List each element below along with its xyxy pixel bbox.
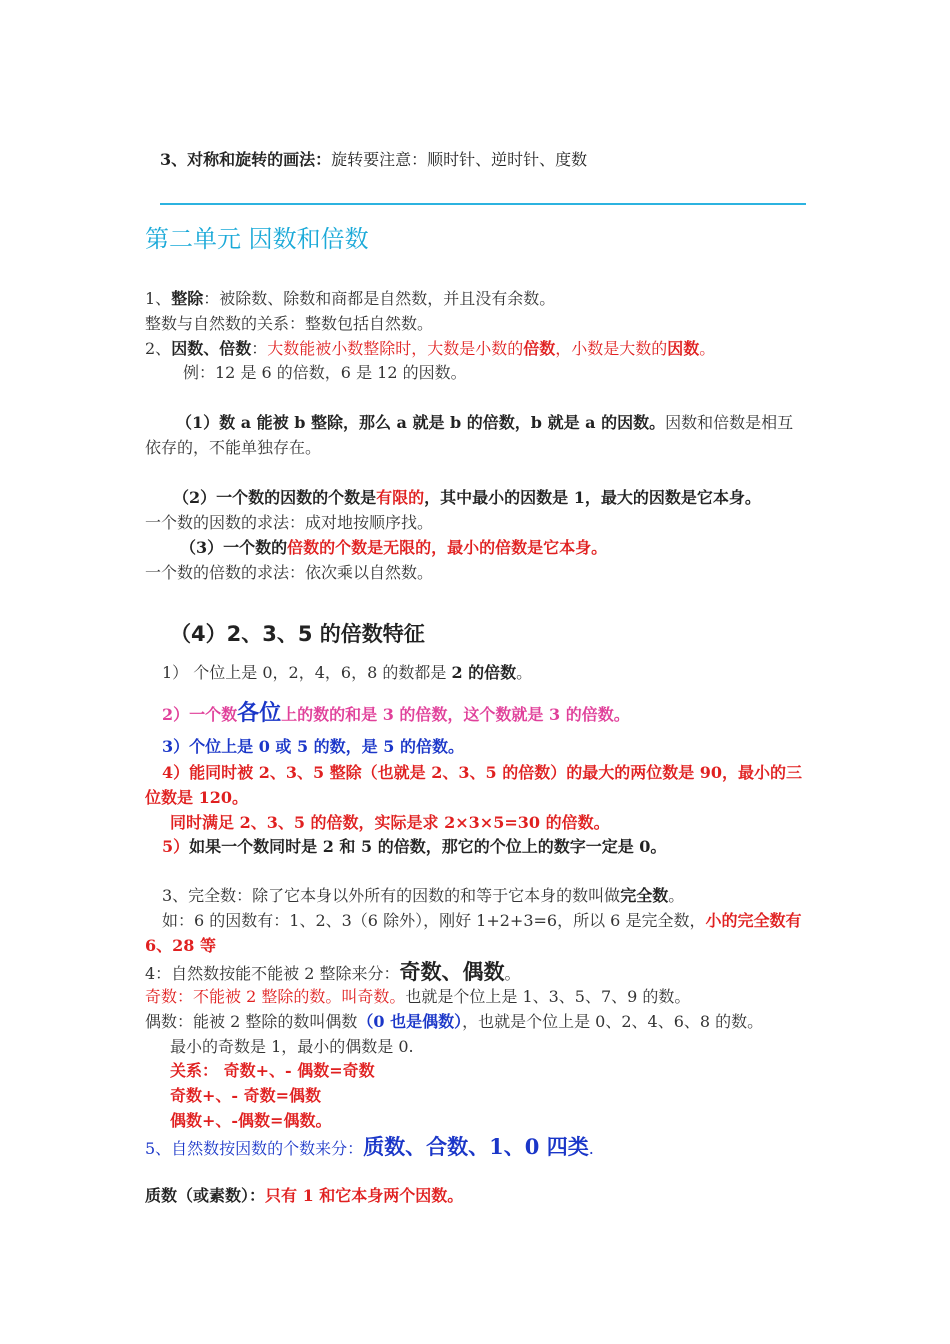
relation-3: 偶数+、-偶数=偶数。 [170,1111,332,1130]
even-definition-b: ，也就是个位上是 0、2、4、6、8 的数。 [462,1012,764,1031]
point-2-line-2: 一个数的因数的求法：成对地按顺序找。 [145,513,434,532]
feature-3: 3）个位上是 0 或 5 的数，是 5 的倍数。 [162,737,464,756]
line-symmetry-rotation [160,149,587,171]
even-definition [145,1011,763,1033]
feature-2-b: 上的数的和是 3 的倍数，这个数就是 3 的倍数。 [281,705,630,724]
prime-term: 质数（或素数）： [145,1186,266,1205]
feature-5 [162,836,666,858]
definition-end: 。 [699,339,716,358]
point-1-line-1 [176,412,793,434]
point-2-bold-1: （2）一个数的因数的个数是 [173,488,377,507]
odd-even-text: 4：自然数按能不能被 2 整除来分： [145,964,400,983]
perfect-number-text: 3、完全数：除了它本身以外所有的因数的和等于它本身的数叫做 [162,886,621,905]
feature-1 [162,662,532,684]
perfect-number-term: 完全数 [620,886,669,905]
section-divider [160,203,806,205]
prime-definition [145,1185,463,1207]
point-1-line-2: 依存的，不能单独存在。 [145,438,322,457]
point-4-title: （4）2、3、5 的倍数特征 [170,622,425,646]
feature-4-line-2: 位数是 120。 [145,788,248,807]
perfect-number-example [162,910,801,932]
feature-2 [162,700,630,728]
classification-big: 质数、合数、1、0 四类 [363,1134,589,1159]
relation-1: 关系： 奇数+、- 偶数=奇数 [170,1061,375,1080]
factor-example: 例：12 是 6 的倍数，6 是 12 的因数。 [183,363,467,382]
odd-even-end: 。 [504,964,521,983]
definition-red-2: ，小数是大数的 [555,339,668,358]
perfect-number-example-red: 小的完全数有 [705,911,802,930]
item-number: 1、 [145,289,172,308]
feature-1-end: 。 [516,663,533,682]
factor-multiple-definition [145,338,715,360]
feature-4-line-1: 4）能同时被 2、3、5 整除（也就是 2、3、5 的倍数）的最大的两位数是 90，最小的三 [162,763,803,782]
even-definition-zero: （0 也是偶数） [357,1012,463,1031]
point-2-line-1 [173,487,761,509]
divisibility-definition [145,288,555,310]
perfect-number-end: 。 [668,886,685,905]
feature-1-bold: 2 的倍数 [451,663,517,682]
feature-1-text: 1） 个位上是 0，2，4，6，8 的数都是 [162,663,452,682]
min-odd-even: 最小的奇数是 1，最小的偶数是 0. [170,1037,414,1056]
divisibility-text: ：被除数、除数和商都是自然数，并且没有余数。 [203,289,556,308]
relation-2: 奇数+、- 奇数=偶数 [170,1086,322,1105]
point-1-rest: 因数和倍数是相互 [665,413,794,432]
point-2-red: 有限的 [376,488,425,507]
odd-even-heading [145,960,521,986]
classification-end: . [588,1139,594,1158]
factor-count-classification [145,1134,594,1162]
colon: ： [251,339,268,358]
point-3-bold: （3）一个数的 [180,538,288,557]
integer-relation: 整数与自然数的关系：整数包括自然数。 [145,314,434,333]
point-2-bold-2: ，其中最小的因数是 1，最大的因数是它本身。 [424,488,761,507]
perfect-number-list: 6、28 等 [145,936,216,955]
line-symmetry-heading: 3、对称和旋转的画法： [160,150,332,169]
definition-red-1: 大数能被小数整除时，大数是小数的 [267,339,524,358]
definition-red-multiple: 倍数 [523,339,556,358]
feature-5-number: 5） [162,837,190,856]
perfect-number-example-text: 如：6 的因数有：1、2、3（6 除外），刚好 1+2+3=6，所以 6 是完全数， [162,911,706,930]
odd-definition-red: 奇数：不能被 2 整除的数。叫奇数。 [145,987,406,1006]
classification-text: 5、自然数按因数的个数来分： [145,1139,364,1158]
odd-definition-rest: 也就是个位上是 1、3、5、7、9 的数。 [405,987,691,1006]
term-divisibility: 整除 [171,289,204,308]
point-3-red: 倍数的个数是无限的，最小的倍数是它本身。 [287,538,608,557]
line-symmetry-text: 旋转要注意：顺时针、逆时针、度数 [331,150,588,169]
point-3-line-2: 一个数的倍数的求法：依次乘以自然数。 [145,563,434,582]
point-3-line-1 [180,537,607,559]
definition-red-factor: 因数 [667,339,700,358]
prime-definition-red: 只有 1 和它本身两个因数。 [265,1186,464,1205]
item-number: 2、 [145,339,172,358]
odd-definition [145,986,690,1008]
even-definition-a: 偶数：能被 2 整除的数叫偶数 [145,1012,358,1031]
feature-5-text: 如果一个数同时是 2 和 5 的倍数，那它的个位上的数字一定是 0。 [189,837,667,856]
perfect-number-definition [162,885,684,907]
feature-4-line-3: 同时满足 2、3、5 的倍数，实际是求 2×3×5=30 的倍数。 [170,813,610,832]
unit-title: 第二单元 因数和倍数 [145,225,369,253]
term-factor-multiple: 因数、倍数 [171,339,252,358]
feature-2-big: 各位 [237,700,282,726]
point-1-bold: （1）数 a 能被 b 整除，那么 a 就是 b 的倍数，b 就是 a 的因数。 [176,413,666,432]
odd-even-big: 奇数、偶数 [399,959,505,984]
feature-2-a: 2）一个数 [162,705,238,724]
